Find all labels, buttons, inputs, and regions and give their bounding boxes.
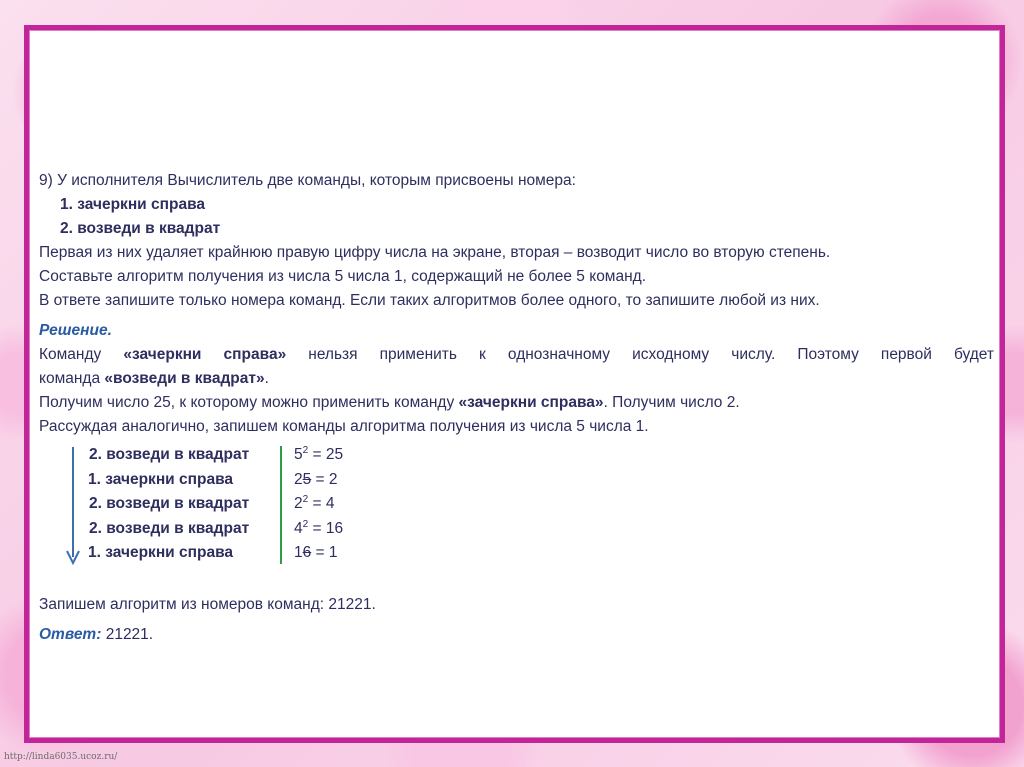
command-1: 1. зачеркни справа: [60, 196, 206, 213]
result-base: 4: [294, 519, 303, 537]
green-divider: [280, 446, 282, 564]
quote-command: «зачеркни справа»: [458, 394, 604, 411]
solution-text: .: [264, 370, 269, 387]
algorithm-step: 2. возведи в квадрат: [89, 495, 250, 513]
result-struck-digit: 6: [302, 544, 312, 562]
result-value: = 4: [308, 495, 335, 513]
answer-value: 21221.: [101, 626, 154, 643]
result-value: = 25: [308, 446, 344, 463]
result-kept-digit: 1: [294, 544, 303, 562]
solution-paragraph-2: [39, 391, 994, 415]
quote-command: «возведи в квадрат»: [104, 370, 265, 387]
solution-text: Команду: [39, 346, 124, 363]
result-value: = 2: [311, 470, 338, 488]
solution-paragraph-1: [39, 343, 994, 367]
answer: [39, 623, 994, 647]
solution-text: нельзя применить к однозначному исходному числу. Поэтому первой будет: [286, 346, 994, 363]
result-kept-digit: 2: [294, 470, 303, 488]
task-text-3: В ответе запишите только номера команд. Если таких алгоритмов более одного, то запишите любой из них.: [39, 292, 820, 309]
result-exponent: 2: [302, 494, 309, 506]
slide-frame: [24, 25, 1005, 743]
result-value: = 16: [308, 519, 344, 537]
solution-text: Получим число 25, к которому можно применить команду: [39, 394, 459, 411]
algorithm-step: 2. возведи в квадрат: [89, 446, 250, 463]
task-text-1: Первая из них удаляет крайнюю правую цифру числа на экране, вторая – возводит число во вторую степень.: [39, 244, 831, 261]
answer-label: Ответ:: [39, 626, 102, 643]
task-text-2: Составьте алгоритм получения из числа 5 числа 1, содержащий не более 5 команд.: [39, 268, 646, 285]
solution-text: команда: [39, 370, 105, 387]
solution-title: Решение.: [39, 322, 112, 339]
algorithm-step: 1. зачеркни справа: [88, 470, 234, 488]
algorithm-steps: [89, 443, 249, 566]
algorithm-step: 1. зачеркни справа: [88, 544, 234, 562]
footer-url: http://linda6035.ucoz.ru/: [4, 752, 118, 762]
task-heading: 9) У исполнителя Вычислитель две команды, которым присвоены номера:: [39, 172, 576, 189]
algorithm-step: 2. возведи в квадрат: [89, 519, 250, 537]
result-row: [294, 492, 343, 517]
result-value: = 1: [311, 544, 338, 562]
algorithm-results: [294, 443, 343, 566]
solution-paragraph-3: Рассуждая аналогично, запишем команды алгоритма получения из числа 5 числа 1.: [39, 418, 649, 435]
result-row: [294, 443, 343, 468]
solution-paragraph-1-end: [39, 367, 994, 391]
result-base: 5: [294, 446, 303, 463]
algorithm-table: [39, 443, 994, 571]
result-exponent: 2: [302, 518, 309, 530]
slide-content: [39, 169, 994, 647]
result-struck-digit: 5: [302, 470, 312, 488]
result-row: [294, 517, 343, 542]
quote-command: «зачеркни справа»: [123, 346, 287, 363]
result-exponent: 2: [302, 445, 309, 456]
conclusion: Запишем алгоритм из номеров команд: 21221.: [39, 596, 376, 613]
command-2: 2. возведи в квадрат: [60, 220, 221, 237]
result-base: 2: [294, 495, 303, 513]
result-row: [294, 541, 343, 566]
solution-text: . Получим число 2.: [603, 394, 740, 411]
down-arrow-icon: [64, 447, 82, 567]
result-row: [294, 468, 343, 493]
